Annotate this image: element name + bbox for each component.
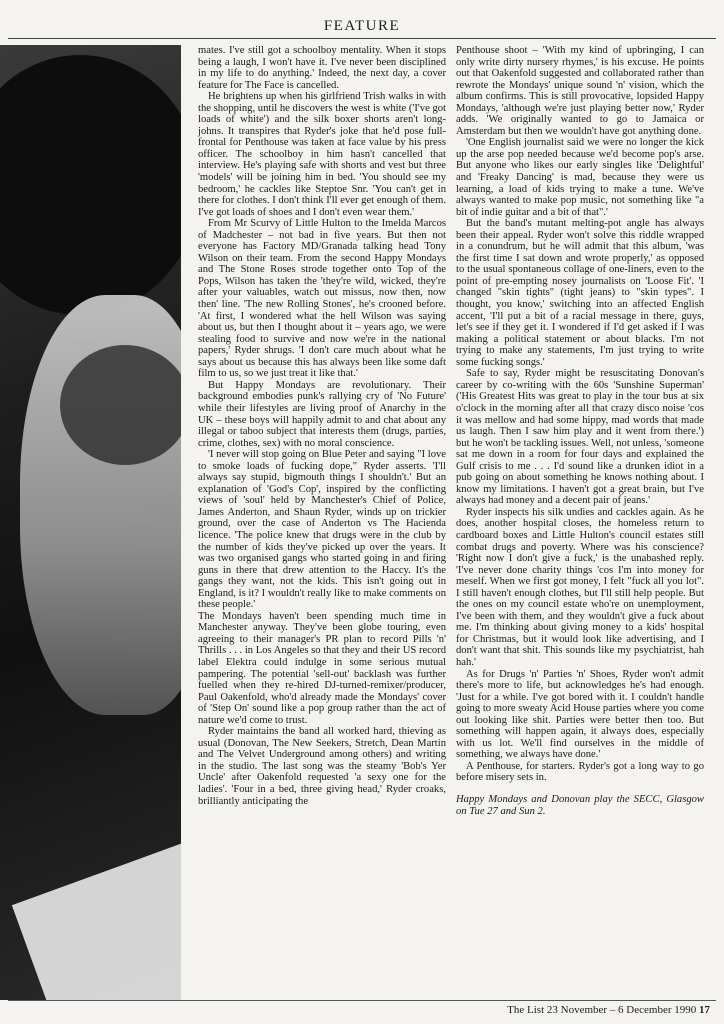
paragraph: He brightens up when his girlfriend Trish walks in with the shopping, until he discovers the west is white ('I've got loads of white') and the silk boxer shorts aren't long-johns. It transpires that Ryder's joke that he'd pose full-frontal for Penthouse was taken at face value by his press officer. The schoolboy in him hasn't cancelled that interview. He's playing safe with shorts and vest but three 'models' will be joining him in bed. 'You should see my bedroom,' he cackles like Steptoe Snr. 'You can't get in there for clothes. I don't think I'll ever get enough of them. I've got loads of shoes and I don't even wear them.': [198, 91, 446, 218]
paragraph: Ryder inspects his silk undies and cackles again. As he does, another hospital closes, the homeless return to cardboard boxes and Little Hulton's council estates still combat drugs and poverty. Where was his conscience? 'Right now I don't give a fuck,' is the unabashed reply. 'I've never done charity things 'cos I'm into money for meself. When we first got money, I felt "fuck all you lot". I still haven't enough clothes, but I'll still help people. But the ones on my council estate who're on unemployment, I've been with them, and they wouldn't give a fuck about me. I'm thinking about giving money to a kids' hospital for Christmas, but it would look like advertising, and I don't want that shit. This sounds like my psychiatrist, hah hah.': [456, 506, 704, 668]
paragraph: 'I never will stop going on Blue Peter and saying "I love to smoke loads of fucking dope," Ryder asserts. 'I'll always say stupid, bigmouth things I shouldn't.' But an explanation of 'God's Cop', inspired by the conflicting views of 'soul' held by Manchester's Chief of Police, James Anderton, and Shaun Ryder, winds up on trickier ground, over the case of Anderton vs The Hacienda licence. 'The police knew that drugs were in the club by the number of kids they've picked up over the years. It was two organised gangs who started going in and firing guns in there that drew attention to the Haccy. It's the gangs they want, not the kids. This isn't going out in England, is it? I wouldn't really like to make comments on these people.': [198, 449, 446, 611]
paragraph: From Mr Scurvy of Little Hulton to the Imelda Marcos of Madchester – not bad in five years. But then not everyone has Factory MD/Granada talking head Tony Wilson on their team. From the second Happy Mondays and The Stone Roses strode together onto Top of the Pops, Wilson has taken the 'they're wild, wicked, they're after your valuables, watch out missus, now then, now then' line. 'The new Rolling Stones', he's crooned before. 'At first, I wondered what the hell Wilson was saying about us, but then I thought about it – years ago, we were stealing food to survive and now we're in the national papers,' Ryder shrugs. 'I don't care much about what he says about us because this has always been like some daft film to us, so we just treat it like that.': [198, 218, 446, 380]
paragraph: mates. I've still got a schoolboy mentality. When it stops being a laugh, I won't have it. I've never been disciplined in my life to do anything.' Indeed, the next day, a cover feature for The Face is cancelled.: [198, 45, 446, 91]
article-column-middle: [198, 45, 446, 807]
paragraph: A Penthouse, for starters. Ryder's got a long way to go before misery sets in.: [456, 760, 704, 784]
paragraph: 'One English journalist said we were no longer the kick up the arse pop needed because we'd become pop's arse. But anyone who likes our early singles like 'Delightful' and 'Freaky Dancing' is mad, because they were us learning, a load of kids trying to make a tune. We've always wanted to make pop music, not something like "a bit of indie guitar and a bit of that".': [456, 137, 704, 218]
paragraph: But Happy Mondays are revolutionary. Their background embodies punk's rallying cry of 'No Future' while their lifestyles are living proof of Anarchy in the UK – these boys will happily admit to and chat about any illegal or taboo subject that interests them (drugs, parties, crime, clothes, sex) with no moral conscience.: [198, 379, 446, 449]
paragraph: The Mondays haven't been spending much time in Manchester anyway. They've been globe touring, even agreeing to their manager's PR plan to record Pills 'n' Thrills . . . in Los Angeles so that they and their US record label Elektra could indulge in some serious mutual pampering. The potential 'sell-out' backlash was further fuelled when they re-hired DJ-turned-remixer/producer, Paul Oakenfold, who'd already made the Mondays' cover of 'Step On' sound like a pop group rather than the act of nature we'd come to trust.: [198, 610, 446, 726]
header-rule: [8, 38, 716, 39]
paragraph: As for Drugs 'n' Parties 'n' Shoes, Ryder won't admit there's more to life, but acknowledges he's had enough. 'Just for a while. I've got bored with it. I couldn't handle going to more sweaty Acid House parties where you come out looking like shit. Parties were better then too. But something will happen again, it always does, especially with us lot. We'll find ourselves in the middle of something, we always have done.': [456, 668, 704, 761]
footer-rule: [8, 1000, 716, 1001]
page-number: 17: [699, 1004, 710, 1016]
section-title: FEATURE: [323, 18, 401, 34]
footer-text: The List 23 November – 6 December 1990: [507, 1004, 697, 1016]
paragraph: Penthouse shoot – 'With my kind of upbringing, I can only write dirty nursery rhymes,' is his excuse. He points out that Oakenfold suggested and collaborated rather than rewrote the Mondays' unique sound 'n' vision, which the album confirms. This is still provocative, lopsided Happy Mondays, 'although we're just playing better now,' Ryder adds. 'We originally wanted to go to Jamaica or Amsterdam but then we wouldn't have got anything done.: [456, 45, 704, 137]
paragraph: Ryder maintains the band all worked hard, thieving as usual (Donovan, The New Seekers, Stretch, Dean Martin and The Velvet Underground among others) and writing in the studio. The last song was the steamy 'Bob's Yer Uncle' after Oakenfold requested 'a sexy one for the ladies'. 'Four in a bed, three giving head,' Ryder croaks, brilliantly anticipating the: [198, 726, 446, 807]
paragraph: But the band's mutant melting-pot angle has always been their appeal. Ryder won't solve this riddle wrapped in a conundrum, but he will admit that this album, 'was the first time I sat down and wrote properly,' as opposed to the usual spontaneous collage of one-liners, even to the point of pre-empting nosey journalists on 'Loose Fit'. 'I changed "skin tights" (tight jeans) to "skin types". I thought, you know,' switching into an affected English accent, 'I'll put a bit of a racial message in there, guys, let's see if they get it. I wondered if I'd get asked if I was making a political statement or about blacks. I'm not trying to make any statements, I'm just trying to write some fucking songs.': [456, 218, 704, 368]
gig-credit: Happy Mondays and Donovan play the SECC, Glasgow on Tue 27 and Sun 2.: [456, 794, 704, 817]
article-column-right: [456, 45, 704, 817]
portrait-photo: [0, 45, 181, 1000]
paragraph: Safe to say, Ryder might be resuscitating Donovan's career by co-writing with the 60s 'Sunshine Superman' ('His Greatest Hits was great to play in the tour bus at six o'clock in the morning after all that crazy disco noise 'cos it was mellow and had some hippy, mad words that made us laugh. Then I saw him play and it went from there.') but he won't be tackling issues. Well, not unless, 'someone sat me down in a room for four days and explained the Gulf crisis to me . . . I'd sound like a drunken idiot in a pub going on about something he knows nothing about. I know my limitations. I haven't got a great brain, but I've always had money and a decent pair of jeans.': [456, 368, 704, 507]
page-footer: [507, 1004, 710, 1016]
